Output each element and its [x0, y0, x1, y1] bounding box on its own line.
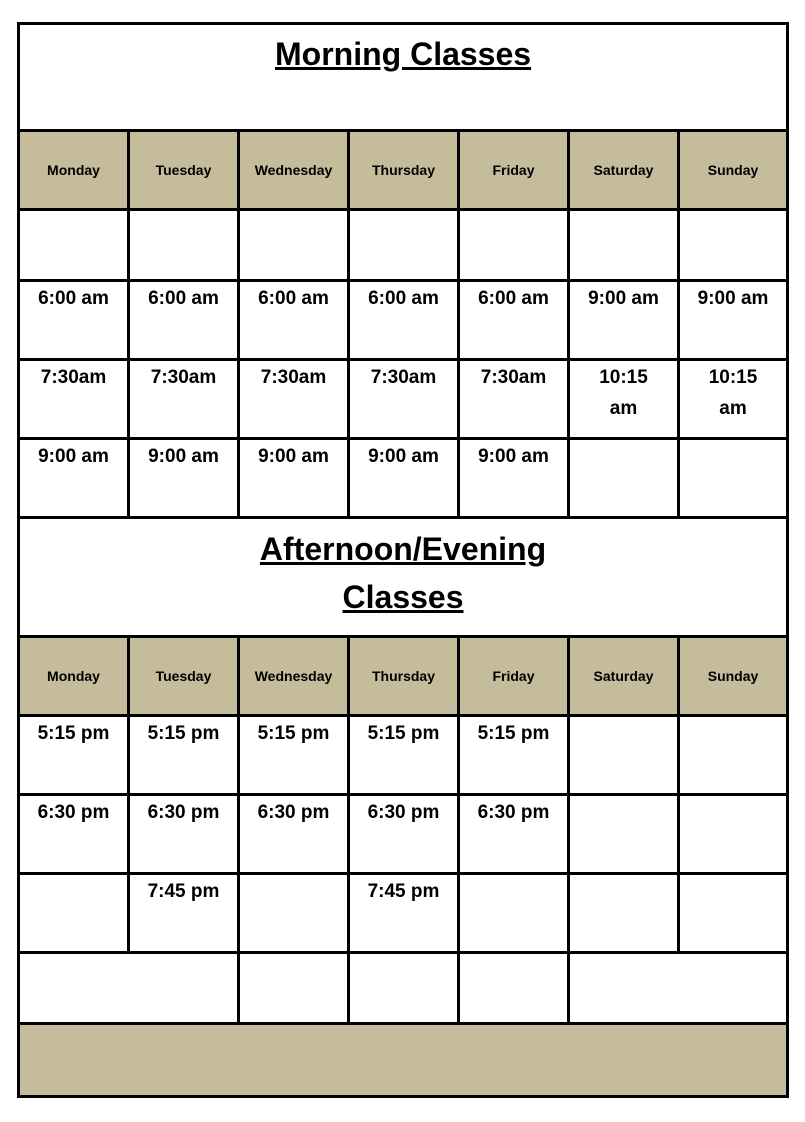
time-slot: 7:30am: [40, 367, 107, 388]
time-slot: 6:30 pm: [477, 802, 550, 823]
morning-day-tuesday: Tuesday: [129, 131, 239, 210]
time-cell: [19, 716, 129, 795]
time-slot: 6:30 pm: [37, 802, 110, 823]
morning-day-friday: Friday: [459, 131, 569, 210]
afternoon-row-2: [19, 795, 788, 874]
time-slot: 9:00 am: [38, 446, 109, 467]
time-slot: 5:15 pm: [147, 723, 220, 744]
time-cell: [569, 439, 679, 518]
time-slot: 10:15 am: [708, 367, 758, 419]
time-cell: [129, 439, 239, 518]
time-slot: 6:00 am: [258, 288, 329, 309]
time-cell: [459, 716, 569, 795]
morning-row-1: [19, 281, 788, 360]
time-slot: 9:00 am: [148, 446, 219, 467]
blank-cell: [459, 210, 569, 281]
time-slot: 5:15 pm: [367, 723, 440, 744]
time-cell: [129, 795, 239, 874]
morning-row-2: [19, 360, 788, 439]
time-cell: [349, 795, 459, 874]
morning-day-wednesday: Wednesday: [239, 131, 349, 210]
time-cell: [19, 281, 129, 360]
time-slot: 7:30am: [150, 367, 217, 388]
morning-row-3: [19, 439, 788, 518]
time-cell: [679, 360, 788, 439]
blank-cell: [349, 953, 459, 1024]
morning-day-thursday: Thursday: [349, 131, 459, 210]
time-cell: [349, 281, 459, 360]
blank-cell: [679, 210, 788, 281]
time-cell: [19, 874, 129, 953]
time-cell: [349, 439, 459, 518]
empty-merged-row: [19, 953, 788, 1024]
time-cell: [239, 281, 349, 360]
blank-cell: [569, 210, 679, 281]
blank-cell: [239, 953, 349, 1024]
footer-band: [19, 1024, 788, 1097]
blank-cell: [129, 210, 239, 281]
time-cell: [569, 874, 679, 953]
time-slot: 9:00 am: [588, 288, 659, 309]
time-slot: 9:00 am: [697, 288, 769, 309]
time-cell: [459, 360, 569, 439]
time-slot: 5:15 pm: [477, 723, 550, 744]
time-cell: [239, 795, 349, 874]
time-cell: [459, 795, 569, 874]
time-cell: [19, 360, 129, 439]
morning-day-monday: Monday: [19, 131, 129, 210]
time-cell: [679, 874, 788, 953]
time-cell: [129, 281, 239, 360]
time-cell: [569, 795, 679, 874]
time-slot: 9:00 am: [368, 446, 439, 467]
time-slot: 7:45 pm: [147, 881, 220, 902]
afternoon-day-monday: Monday: [19, 637, 129, 716]
time-cell: [239, 360, 349, 439]
time-slot: 6:00 am: [38, 288, 109, 309]
time-cell: [349, 360, 459, 439]
time-slot: 10:15 am: [599, 367, 648, 419]
time-slot: 6:00 am: [478, 288, 549, 309]
blank-cell: [19, 953, 239, 1024]
time-cell: [239, 439, 349, 518]
afternoon-day-tuesday: Tuesday: [129, 637, 239, 716]
time-cell: [19, 795, 129, 874]
time-slot: 6:30 pm: [257, 802, 330, 823]
time-slot: 9:00 am: [258, 446, 329, 467]
time-slot: 7:30am: [260, 367, 327, 388]
schedule-page: [17, 22, 786, 1098]
time-cell: [459, 281, 569, 360]
time-slot: 6:30 pm: [367, 802, 440, 823]
time-cell: [459, 439, 569, 518]
time-cell: [569, 281, 679, 360]
time-slot: 9:00 am: [478, 446, 549, 467]
time-slot: 7:30am: [480, 367, 547, 388]
time-slot: 7:45 pm: [367, 881, 440, 902]
time-cell: [569, 716, 679, 795]
morning-title: Morning Classes: [275, 36, 532, 72]
time-cell: [239, 716, 349, 795]
blank-cell: [19, 210, 129, 281]
time-cell: [239, 874, 349, 953]
afternoon-day-thursday: Thursday: [349, 637, 459, 716]
time-slot: 5:15 pm: [257, 723, 330, 744]
afternoon-day-saturday: Saturday: [569, 637, 679, 716]
time-slot: 6:00 am: [368, 288, 439, 309]
morning-title-cell: [19, 24, 788, 131]
afternoon-row-3: [19, 874, 788, 953]
time-cell: [569, 360, 679, 439]
time-slot: 7:30am: [370, 367, 437, 388]
morning-day-sunday: Sunday: [679, 131, 788, 210]
time-cell: [129, 716, 239, 795]
blank-cell: [239, 210, 349, 281]
time-cell: [129, 360, 239, 439]
afternoon-row-1: [19, 716, 788, 795]
time-cell: [679, 439, 788, 518]
afternoon-title-cell: [19, 518, 788, 637]
time-cell: [19, 439, 129, 518]
time-cell: [129, 874, 239, 953]
afternoon-day-wednesday: Wednesday: [239, 637, 349, 716]
time-cell: [349, 874, 459, 953]
blank-cell: [349, 210, 459, 281]
morning-blank-row: [19, 210, 788, 281]
blank-cell: [569, 953, 788, 1024]
afternoon-day-sunday: Sunday: [679, 637, 788, 716]
afternoon-title: Afternoon/Evening Classes: [259, 531, 547, 615]
time-cell: [679, 281, 788, 360]
time-slot: 6:00 am: [148, 288, 219, 309]
time-cell: [349, 716, 459, 795]
blank-cell: [459, 953, 569, 1024]
schedule-table: [17, 22, 789, 1098]
time-cell: [679, 716, 788, 795]
afternoon-day-friday: Friday: [459, 637, 569, 716]
time-slot: 5:15 pm: [37, 723, 110, 744]
time-cell: [459, 874, 569, 953]
time-cell: [679, 795, 788, 874]
time-slot: 6:30 pm: [147, 802, 220, 823]
morning-day-saturday: Saturday: [569, 131, 679, 210]
